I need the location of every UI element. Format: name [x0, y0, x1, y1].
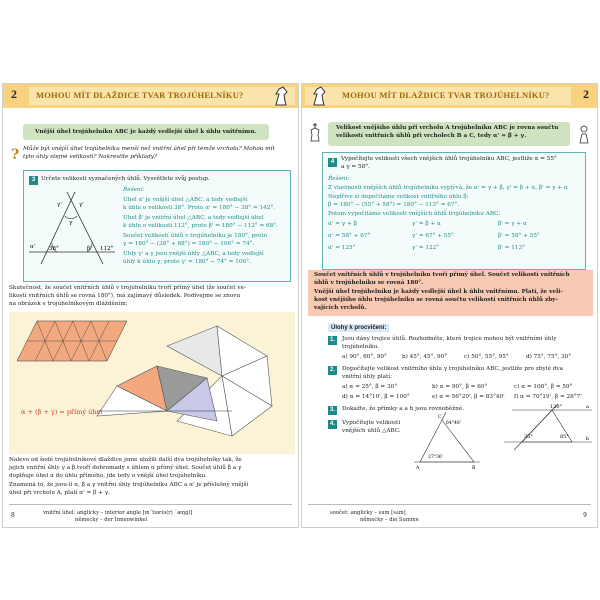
question-number: 3.: [329, 407, 335, 413]
footer-line: vnitřní úhel: anglicky – interior angle [ɪn´tɪəriə(r) ´æŋɡl]: [43, 509, 193, 516]
solution-line: úhly k úhlu γ, proto γ' = 180° − 74° = 106°.: [123, 259, 251, 265]
gamma-prime-left-label: γ': [57, 202, 62, 208]
solution-line: Úhel β' je vnitřní úhel △ABC, a tedy vedlejší úhel: [123, 215, 264, 221]
question-1-line: trojúhelníku.: [342, 344, 380, 350]
table-cell: β' = 58° + 55°: [498, 233, 540, 239]
chapter-number: 2: [11, 87, 17, 101]
line-b-label: b: [586, 436, 590, 442]
chapter-number: 2: [583, 87, 589, 101]
q2-option: a) α = 25°, β = 30°: [342, 384, 398, 390]
solution-line: γ = 180° − (38° + 68°) = 180° − 106° = 74°.: [123, 241, 255, 247]
callout-line: vajících vrcholů.: [314, 305, 367, 311]
definition-text: Vnější úhel trojúhelníku ABC je každý vedlejší úhel k úhlu vnitřnímu.: [35, 129, 257, 135]
question-number: 1.: [329, 337, 335, 343]
exercise-task: Určete velikosti vyznačených úhlů. Vysvětlete svůj postup.: [41, 176, 210, 182]
vertex-a-label: A: [416, 466, 420, 470]
table-cell: γ' = 67° + 55°: [412, 233, 454, 239]
solution-line: k úhlu o velikosti 112°, proto β' = 180° − 112° = 68°.: [123, 223, 278, 229]
table-cell: α' = 58° + 67°: [328, 233, 371, 239]
right-page-header: [302, 84, 597, 108]
paragraph-line: Skutečnost, že součet vnitřních úhlů v trojúhelníku tvoří přímý úhel (že součet ve-: [9, 285, 246, 291]
solution-line: Úhly γ' a γ jsou vnější úhly △ABC, a tedy vedlejší: [123, 251, 264, 257]
q2-option: b) α = 90°, β = 60°: [432, 384, 488, 390]
q1-option: c) 50°, 55°, 95°: [464, 354, 509, 360]
solution-line: Součet velikostí úhlů v trojúhelníku je 180°, proto: [123, 233, 268, 239]
table-cell: β' = γ + α: [498, 221, 527, 227]
question-4-line: vnějších úhlů △ABC.: [342, 428, 401, 434]
solution-line: Nejdříve si dopočítáme velikost vnitřního úhlu β:: [328, 194, 469, 200]
straight-angle-formula: α + (β + γ) = přímý úhel: [21, 408, 103, 416]
page-number: 8: [11, 512, 15, 519]
table-cell: γ' = 122°: [412, 245, 440, 251]
question-number: 4.: [329, 421, 335, 427]
page-title: MOHOU MÍT DLAŽDICE TVAR TROJÚHELNÍKU?: [36, 90, 244, 100]
callout-line: úhlů v trojúhelníku se rovná 180°.: [314, 280, 424, 286]
question-4-line: Vypočítejte velikosti: [342, 420, 401, 426]
chess-pawn-icon: [577, 124, 591, 144]
q2-option: d) α = 14°10', β = 100°: [342, 394, 410, 400]
footer-line: součet: anglicky – sum [sʌm]: [330, 509, 406, 516]
solution-label: Řešení:: [123, 187, 145, 193]
exercise-number: 3: [29, 176, 38, 185]
closing-line: doplňuje úhel α do úhlu přímého, jde tedy o vnější úhel trojúhelníku.: [9, 473, 207, 479]
question-3-text: Dokažte, že přímky a a b jsou rovnoběžné.: [342, 406, 465, 412]
triangle-tiling-figure: [17, 316, 289, 450]
closing-line: jejich vnitřní úhly γ a β tvoří dohromady s úhlem α přímý úhel. Součet úhlů β a γ: [9, 465, 242, 471]
table-cell: γ' = β + α: [412, 221, 441, 227]
footer-line: německy – der Innenwinkel: [75, 516, 148, 523]
table-cell: β' = 113°: [498, 245, 525, 251]
angle-38-label: 38°: [49, 246, 59, 252]
callout-line: kost vnějšího úhlu trojúhelníku se rovná součtu velikostí vnitřních úhlů zby-: [314, 297, 558, 303]
rule-line: Velikost vnějšího úhlu při vrcholu A trojúhelníku ABC je rovna součtu: [336, 125, 559, 131]
beta-prime-label: β': [87, 246, 92, 252]
alpha-prime-label: α': [30, 244, 36, 250]
svg-text:?: ?: [11, 147, 20, 162]
footer-line: německy – die Summe: [360, 516, 419, 523]
q1-option: d) 75°, 75°, 30°: [526, 354, 572, 360]
solution-line: Potom vypočítáme velikosti vnějších úhlů trojúhelníku ABC:: [328, 211, 501, 217]
gamma-prime-right-label: γ': [79, 202, 84, 208]
callout-line: Součet vnitřních úhlů v trojúhelníku tvoří přímý úhel. Součet velikostí vnitřních: [314, 272, 570, 278]
callout-line: Vnější úhel trojúhelníku je každý vedlejší úhel k úhlu vnitřnímu. Platí, že veli-: [314, 289, 563, 295]
footer-divider: [9, 504, 292, 505]
question-number: 2.: [329, 367, 335, 373]
angle-top-label: 64°48': [446, 421, 461, 426]
closing-line: Znamená to, že jsou-li α, β a γ vnitřní úhly trojúhelníku ABC a α' je příslušný vnější: [9, 482, 249, 488]
solution-line: β = 180° − (55° + 58°) = 180° − 113° = 67°.: [328, 202, 460, 208]
practice-heading: Úlohy k procvičení:: [328, 324, 389, 332]
gamma-label: γ: [69, 220, 73, 226]
page-number: 9: [583, 512, 587, 519]
table-cell: α' = γ + β: [328, 221, 357, 227]
paragraph-line: na obrázek s trojúhelníkovým dlážděním:: [9, 301, 128, 307]
question-line-1: Může být vnější úhel trojúhelníku menší než vnitřní úhel při témže vrcholu? Mohou mít: [23, 146, 275, 152]
exercise-task-line: a γ = 58°.: [341, 164, 370, 170]
parallel-lines-figure: [502, 400, 594, 456]
line-a-label: a: [586, 404, 589, 410]
closing-line: úhel při vrcholu A, platí α' = β + γ.: [9, 490, 110, 496]
triangle-exterior-figure: [414, 412, 480, 470]
question-mark-icon: [9, 146, 23, 162]
vertex-c-label: C: [438, 415, 442, 420]
left-page-header: [3, 84, 298, 108]
solution-line: Z vlastnosti vnějších úhlů trojúhelníku vyplývá, že α' = γ + β, γ' = β + α, β' = γ + α: [328, 185, 568, 191]
q1-option: a) 90°, 60°, 90°: [342, 354, 387, 360]
paragraph-line: likostí vnitřních úhlů se rovná 180°), má zajímavý důsledek. Podívejme se znovu: [9, 293, 241, 299]
page-title: MOHOU MÍT DLAŽDICE TVAR TROJÚHELNÍKU?: [342, 90, 550, 100]
angle-112-label: 112°: [100, 246, 114, 252]
question-2-line: Dopočítejte velikost vnitřního úhlu γ trojúhelníku ABC, jestliže pro zbylé dva: [342, 366, 564, 372]
angle-left-label: 27°36': [428, 455, 443, 460]
solution-line: Úhel α' je vnější úhel △ABC, a tedy vedlejší: [123, 197, 248, 203]
triangle-angles-figure: [27, 188, 119, 266]
closing-line: Nalevo od šedé trojúhelníkové dlaždice jsme uložili další dva trojúhelníky tak, že: [9, 457, 242, 463]
right-page: [301, 83, 598, 528]
q2-option: c) α = 108°, β = 59°: [514, 384, 573, 390]
solution-label: Řešení:: [328, 176, 350, 182]
solution-line: k úhlu o velikosti 38°. Proto α' = 180° − 38° = 142°.: [123, 205, 276, 211]
chess-knight-icon: [272, 85, 290, 107]
table-cell: α' = 125°: [328, 245, 356, 251]
q2-option: f) α = 70°19', β = 28°7': [514, 394, 582, 400]
question-1-line: Jsou dány trojice úhlů. Rozhodněte, které trojice mohou být vnitřními úhly: [342, 336, 557, 342]
q1-option: b) 45°, 45°, 90°: [402, 354, 448, 360]
rule-line: velikostí vnitřních úhlů při vrcholech B a C, tedy α' = β + γ.: [336, 133, 527, 139]
footer-divider: [308, 504, 591, 505]
chess-knight-icon: [310, 85, 328, 107]
question-line-2: tyto úhly stejné velikosti? Nakreslíte příklady?: [23, 154, 157, 160]
angle-120-label: 120°: [550, 404, 563, 410]
exercise-task-line: Vypočítejte velikosti všech vnějších úhlů trojúhelníku ABC, jestliže α = 55°: [341, 156, 557, 162]
exercise-number: 4: [328, 158, 337, 167]
vertex-b-label: B: [472, 466, 476, 470]
angle-35-label: 35°: [524, 434, 533, 440]
left-page: [2, 83, 299, 528]
angle-85-label: 85°: [560, 434, 569, 440]
question-2-line: vnitřní úhly platí:: [342, 374, 393, 380]
chess-king-icon: [308, 122, 322, 142]
q2-option: e) α = 56°20', β = 83°40': [432, 394, 505, 400]
